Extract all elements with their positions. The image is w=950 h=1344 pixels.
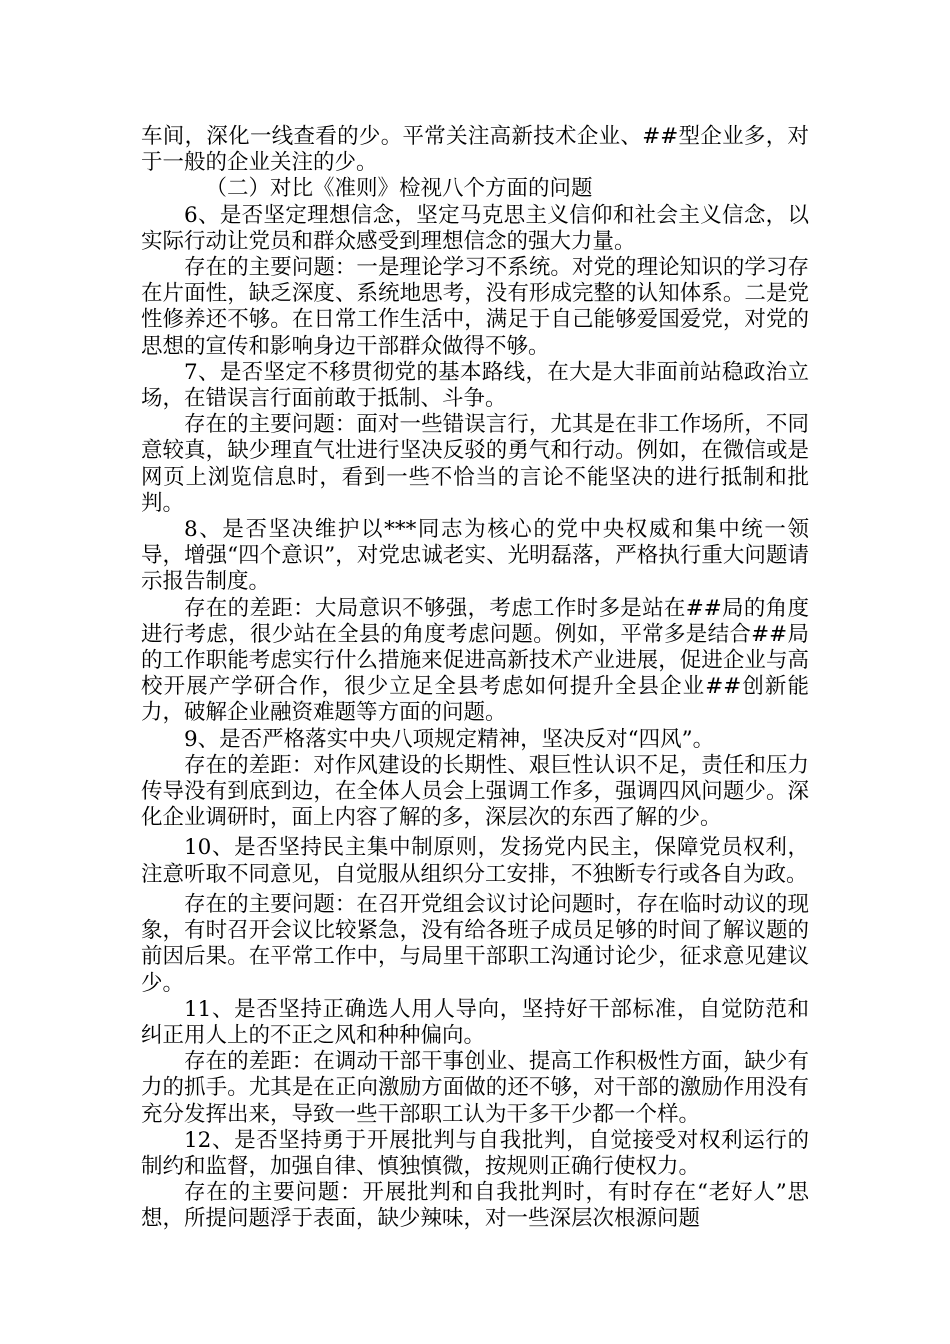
question-8: 8、是否坚决维护以***同志为核心的党中央权威和集中统一领导，增强“四个意识”，对党忠诚老实、光明磊落，严格执行重大问题请示报告制度。 <box>141 517 809 595</box>
question-6: 6、是否坚定理想信念，坚定马克思主义信仰和社会主义信念，以实际行动让党员和群众感受到理想信念的强大力量。 <box>141 202 809 254</box>
answer-8: 存在的差距：大局意识不够强，考虑工作时多是站在##局的角度进行考虑，很少站在全县的角度考虑问题。例如，平常多是结合##局的工作职能考虑实行什么措施来促进高新技术产业进展，促进企业与高校开展产学研合作，很少立足全县考虑如何提升全县企业##创新能力，破解企业融资难题等方面的问题。 <box>141 595 809 726</box>
answer-9: 存在的差距：对作风建设的长期性、艰巨性认识不足，责任和压力传导没有到底到边，在全体人员会上强调工作多，强调四风问题少。深化企业调研时，面上内容了解的多，深层次的东西了解的少。 <box>141 752 809 831</box>
answer-11: 存在的差距：在调动干部干事创业、提高工作积极性方面，缺少有力的抓手。尤其是在正向激励方面做的还不够，对干部的激励作用没有充分发挥出来，导致一些干部职工认为干多干少都一个样。 <box>141 1049 809 1127</box>
paragraph-continuation: 车间，深化一线查看的少。平常关注高新技术企业、##型企业多，对于一般的企业关注的少。 <box>141 124 809 176</box>
question-10: 10、是否坚持民主集中制原则，发扬党内民主，保障党员权利，注意听取不同意见，自觉服从组织分工安排，不独断专行或各自为政。 <box>141 835 809 887</box>
question-9: 9、是否严格落实中央八项规定精神，坚决反对“四风”。 <box>184 726 715 752</box>
question-11: 11、是否坚持正确选人用人导向，坚持好干部标准，自觉防范和纠正用人上的不正之风和种种偏向。 <box>141 996 809 1048</box>
section-heading-two: （二）对比《准则》检视八个方面的问题 <box>205 176 593 202</box>
answer-6: 存在的主要问题：一是理论学习不系统。对党的理论知识的学习存在片面性，缺乏深度、系统地思考，没有形成完整的认知体系。二是党性修养还不够。在日常工作生活中，满足于自己能够爱国爱党，对党的思想的宣传和影响身边干部群众做得不够。 <box>141 255 809 359</box>
answer-7: 存在的主要问题：面对一些错误言行，尤其是在非工作场所，不同意较真，缺少理直气壮进行坚决反驳的勇气和行动。例如，在微信或是网页上浏览信息时，看到一些不恰当的言论不能坚决的进行抵制和批判。 <box>141 412 809 516</box>
question-12: 12、是否坚持勇于开展批判与自我批判，自觉接受对权利运行的制约和监督，加强自律、慎独慎微，按规则正确行使权力。 <box>141 1127 809 1179</box>
answer-12: 存在的主要问题：开展批判和自我批判时，有时存在“老好人”思想，所提问题浮于表面，缺少辣味，对一些深层次根源问题 <box>141 1180 809 1232</box>
document-page <box>141 124 809 1233</box>
question-7: 7、是否坚定不移贯彻党的基本路线，在大是大非面前站稳政治立场，在错误言行面前敢于抵制、斗争。 <box>141 359 809 412</box>
answer-10: 存在的主要问题：在召开党组会议讨论问题时，存在临时动议的现象，有时召开会议比较紧急，没有给各班子成员足够的时间了解议题的前因后果。在平常工作中，与局里干部职工沟通讨论少，征求意见建议少。 <box>141 891 809 996</box>
